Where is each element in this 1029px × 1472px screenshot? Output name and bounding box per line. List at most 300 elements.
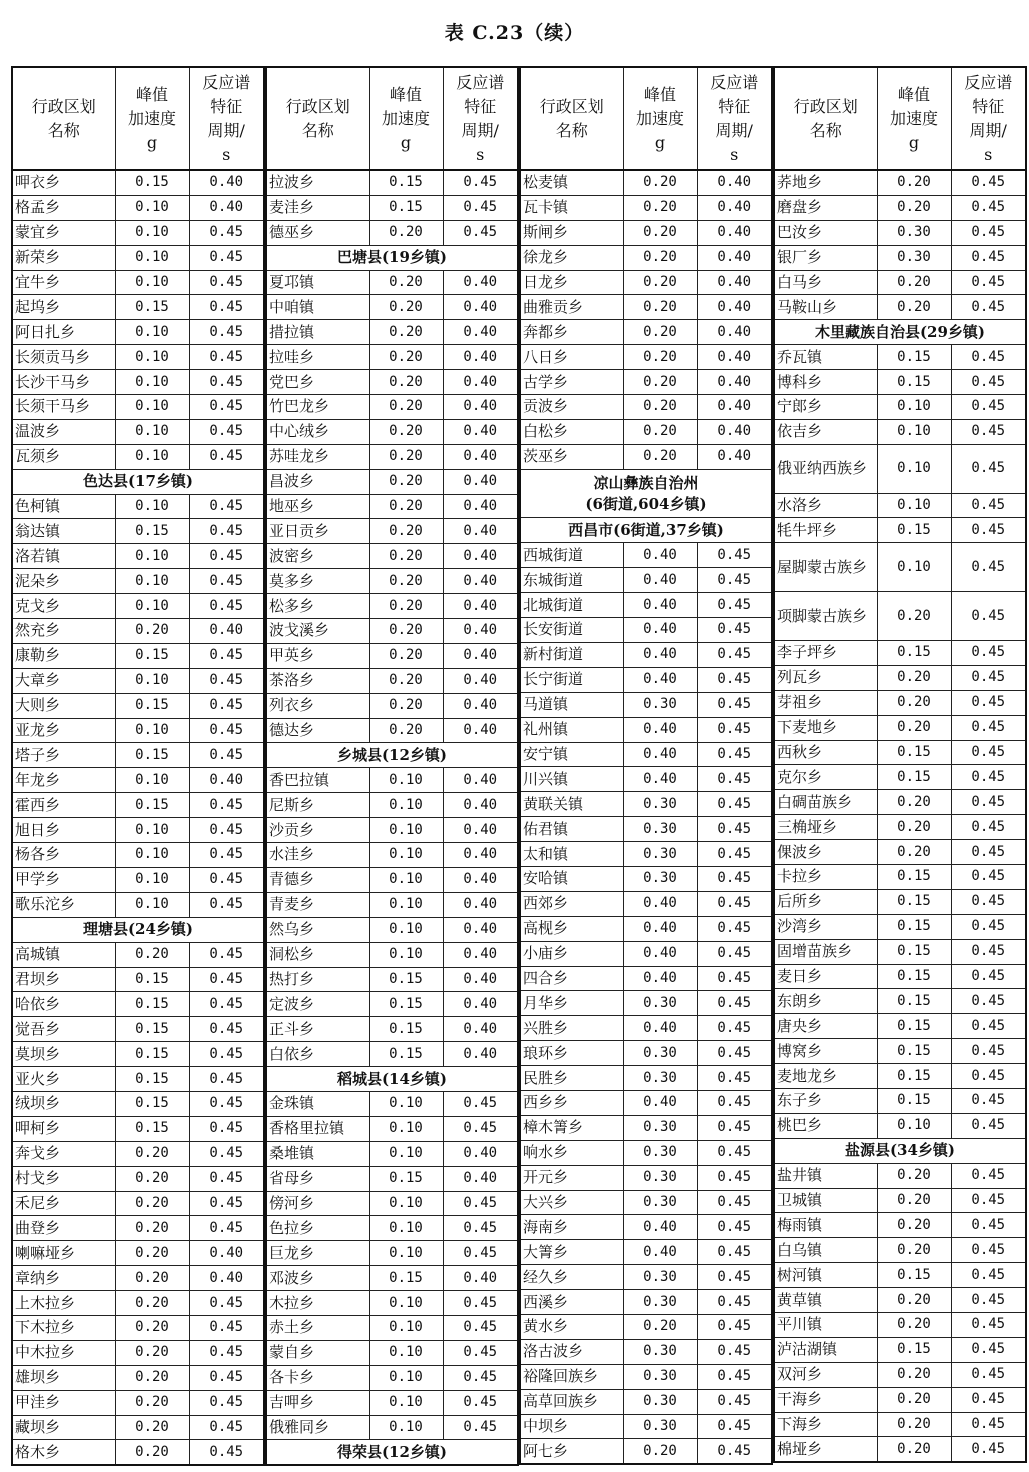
division-name: 长须干马乡 (12, 395, 115, 420)
division-name: 固增苗族乡 (774, 939, 877, 964)
table-row (12, 370, 264, 395)
peak-acceleration-value: 0.40 (623, 966, 697, 991)
spectrum-period-value: 0.45 (697, 1140, 772, 1165)
section-heading: 木里藏族自治县(29乡镇) (774, 320, 1026, 345)
table-row (12, 419, 264, 444)
table-row (520, 1090, 772, 1115)
division-name: 阿七乡 (520, 1439, 623, 1464)
spectrum-period-value: 0.40 (697, 345, 772, 370)
spectrum-period-value: 0.40 (189, 768, 264, 793)
peak-acceleration-value: 0.15 (369, 195, 443, 220)
division-name: 磨盘乡 (774, 195, 877, 220)
peak-acceleration-value: 0.20 (877, 1387, 951, 1412)
peak-acceleration-value: 0.30 (623, 1066, 697, 1091)
table-row (12, 1390, 264, 1415)
peak-acceleration-value: 0.10 (115, 867, 189, 892)
division-name: 雄坝乡 (12, 1365, 115, 1390)
spectrum-period-value: 0.45 (951, 1238, 1026, 1263)
division-name: 樟木箐乡 (520, 1115, 623, 1140)
division-name: 荞地乡 (774, 170, 877, 195)
spectrum-period-value: 0.40 (443, 693, 518, 718)
spectrum-period-value: 0.45 (951, 370, 1026, 395)
table-row (520, 618, 772, 643)
division-name: 北城街道 (520, 593, 623, 618)
table-row (266, 793, 518, 818)
peak-acceleration-value: 0.20 (369, 668, 443, 693)
division-name: 绒坝乡 (12, 1091, 115, 1116)
spectrum-period-value: 0.45 (697, 1016, 772, 1041)
table-row (12, 942, 264, 967)
table-row (266, 668, 518, 693)
peak-acceleration-value: 0.30 (623, 991, 697, 1016)
table-row (774, 395, 1026, 420)
spectrum-period-value: 0.45 (951, 889, 1026, 914)
table-row (266, 718, 518, 743)
division-name: 新荣乡 (12, 245, 115, 270)
division-name: 奔戈乡 (12, 1141, 115, 1166)
peak-acceleration-value: 0.20 (115, 1440, 189, 1465)
spectrum-period-value: 0.45 (697, 916, 772, 941)
spectrum-period-value: 0.45 (189, 867, 264, 892)
division-name: 白乌镇 (774, 1238, 877, 1263)
division-name: 章纳乡 (12, 1266, 115, 1291)
table-row (774, 1213, 1026, 1238)
table-row (266, 395, 518, 420)
spectrum-period-value: 0.45 (951, 765, 1026, 790)
peak-acceleration-value: 0.20 (877, 1238, 951, 1263)
spectrum-period-value: 0.45 (697, 866, 772, 891)
table-row (520, 1265, 772, 1290)
peak-acceleration-value: 0.20 (623, 370, 697, 395)
peak-acceleration-value: 0.10 (369, 1365, 443, 1390)
peak-acceleration-value: 0.30 (623, 1041, 697, 1066)
spectrum-period-value: 0.45 (697, 1240, 772, 1265)
spectrum-period-value: 0.40 (189, 619, 264, 644)
peak-acceleration-value: 0.30 (623, 1265, 697, 1290)
table-row (266, 419, 518, 444)
spectrum-period-value: 0.45 (189, 220, 264, 245)
table-row (12, 1141, 264, 1166)
division-name: 宜牛乡 (12, 270, 115, 295)
peak-acceleration-value: 0.10 (369, 1415, 443, 1440)
table-row (520, 1016, 772, 1041)
spectrum-period-value: 0.45 (951, 1313, 1026, 1338)
division-name: 小庙乡 (520, 941, 623, 966)
spectrum-period-value: 0.45 (697, 941, 772, 966)
division-name: 梅雨镇 (774, 1213, 877, 1238)
spectrum-period-value: 0.40 (697, 295, 772, 320)
division-name: 白马乡 (774, 270, 877, 295)
section-heading: 盐源县(34乡镇) (774, 1138, 1026, 1163)
spectrum-period-value: 0.45 (189, 1091, 264, 1116)
division-name: 温波乡 (12, 419, 115, 444)
peak-acceleration-value: 0.20 (115, 1241, 189, 1266)
spectrum-period-value: 0.45 (443, 1291, 518, 1316)
division-name: 大兴乡 (520, 1190, 623, 1215)
peak-acceleration-value: 0.20 (115, 1141, 189, 1166)
division-name: 西乡乡 (520, 1090, 623, 1115)
peak-acceleration-value: 0.40 (623, 1215, 697, 1240)
spectrum-period-value: 0.40 (443, 1166, 518, 1191)
spectrum-period-value: 0.45 (951, 395, 1026, 420)
division-name: 亚日贡乡 (266, 519, 369, 544)
peak-acceleration-value: 0.15 (115, 1091, 189, 1116)
peak-acceleration-value: 0.15 (115, 1017, 189, 1042)
spectrum-period-value: 0.45 (697, 1290, 772, 1315)
division-name: 霍西乡 (12, 793, 115, 818)
division-name: 琅环乡 (520, 1041, 623, 1066)
division-name: 苏哇龙乡 (266, 444, 369, 469)
division-name: 佑君镇 (520, 817, 623, 842)
division-name: 卫城镇 (774, 1188, 877, 1213)
table-row (266, 195, 518, 220)
spectrum-period-value: 0.45 (697, 842, 772, 867)
spectrum-period-value: 0.45 (697, 568, 772, 593)
spectrum-period-value: 0.45 (951, 964, 1026, 989)
section-heading: 西昌市(6街道,37乡镇) (520, 518, 772, 543)
peak-acceleration-value: 0.15 (115, 693, 189, 718)
peak-acceleration-value: 0.20 (115, 1266, 189, 1291)
table-row (520, 568, 772, 593)
table-row (774, 715, 1026, 740)
header-division-name-text: 行政区划 名称 (31, 96, 96, 140)
table-row (12, 1266, 264, 1291)
header-spectrum-period-text: 反应谱 特征 周期/ s (456, 72, 505, 164)
peak-acceleration-value: 0.20 (115, 619, 189, 644)
division-name: 亚火乡 (12, 1067, 115, 1092)
spectrum-period-value: 0.40 (443, 967, 518, 992)
spectrum-period-value: 0.40 (443, 544, 518, 569)
table-row (266, 594, 518, 619)
peak-acceleration-value: 0.20 (369, 643, 443, 668)
spectrum-period-value: 0.45 (951, 518, 1026, 543)
header-division-name (12, 67, 115, 170)
peak-acceleration-value: 0.15 (877, 1064, 951, 1089)
spectrum-period-value: 0.45 (951, 740, 1026, 765)
spectrum-period-value: 0.45 (951, 592, 1026, 641)
table-row (520, 1041, 772, 1066)
peak-acceleration-value: 0.20 (623, 245, 697, 270)
division-name: 下木拉乡 (12, 1315, 115, 1340)
table-row (774, 914, 1026, 939)
table-row (12, 1091, 264, 1116)
peak-acceleration-value: 0.20 (877, 295, 951, 320)
table-row (266, 1116, 518, 1141)
table-row (520, 916, 772, 941)
table-row (774, 989, 1026, 1014)
peak-acceleration-value: 0.40 (623, 667, 697, 692)
table-row (266, 320, 518, 345)
peak-acceleration-value: 0.40 (623, 593, 697, 618)
division-name: 拉哇乡 (266, 345, 369, 370)
spectrum-period-value: 0.45 (697, 991, 772, 1016)
spectrum-period-value: 0.45 (951, 1163, 1026, 1188)
header-peak-acceleration-text: 峰值 加速度 g (381, 84, 430, 152)
spectrum-period-value: 0.45 (951, 444, 1026, 493)
division-name: 马道镇 (520, 692, 623, 717)
division-name: 白碉苗族乡 (774, 790, 877, 815)
spectrum-period-value: 0.40 (443, 320, 518, 345)
spectrum-period-value: 0.45 (951, 815, 1026, 840)
table-row (520, 1389, 772, 1414)
division-name: 东朗乡 (774, 989, 877, 1014)
peak-acceleration-value: 0.10 (369, 1241, 443, 1266)
table-row (774, 1362, 1026, 1387)
table-row (12, 1067, 264, 1092)
peak-acceleration-value: 0.10 (115, 345, 189, 370)
peak-acceleration-value: 0.30 (623, 792, 697, 817)
spectrum-period-value: 0.45 (951, 1213, 1026, 1238)
peak-acceleration-value: 0.30 (623, 1140, 697, 1165)
table-row (12, 395, 264, 420)
peak-acceleration-value: 0.15 (369, 1017, 443, 1042)
table-row (12, 693, 264, 718)
spectrum-period-value: 0.45 (189, 1216, 264, 1241)
peak-acceleration-value: 0.20 (369, 320, 443, 345)
section-heading: 稻城县(14乡镇) (266, 1067, 518, 1092)
division-name: 觉吾乡 (12, 1017, 115, 1042)
spectrum-period-value: 0.40 (443, 843, 518, 868)
division-name: 哈依乡 (12, 992, 115, 1017)
division-name: 中木拉乡 (12, 1340, 115, 1365)
peak-acceleration-value: 0.10 (115, 768, 189, 793)
table-row (266, 370, 518, 395)
division-name: 洞松乡 (266, 942, 369, 967)
spectrum-period-value: 0.40 (697, 320, 772, 345)
division-name: 呷衣乡 (12, 170, 115, 195)
division-name: 上木拉乡 (12, 1291, 115, 1316)
spectrum-period-value: 0.40 (443, 469, 518, 494)
spectrum-period-value: 0.45 (697, 767, 772, 792)
table-row (266, 1266, 518, 1291)
table-row (266, 768, 518, 793)
spectrum-period-value: 0.45 (697, 1414, 772, 1439)
spectrum-period-value: 0.40 (443, 668, 518, 693)
section-row (520, 469, 772, 518)
peak-acceleration-value: 0.20 (115, 1166, 189, 1191)
table-row (520, 1240, 772, 1265)
page-title: 表 C.23（续） (444, 22, 585, 44)
peak-acceleration-value: 0.20 (115, 1390, 189, 1415)
peak-acceleration-value: 0.20 (877, 1213, 951, 1238)
peak-acceleration-value: 0.20 (623, 419, 697, 444)
table-row (520, 1066, 772, 1091)
table-row (520, 991, 772, 1016)
division-name: 奔都乡 (520, 320, 623, 345)
table-row (12, 1116, 264, 1141)
peak-acceleration-value: 0.15 (877, 370, 951, 395)
division-name: 杨各乡 (12, 843, 115, 868)
peak-acceleration-value: 0.10 (877, 395, 951, 420)
division-name: 村戈乡 (12, 1166, 115, 1191)
peak-acceleration-value: 0.20 (369, 494, 443, 519)
spectrum-period-value: 0.40 (443, 1141, 518, 1166)
spectrum-period-value: 0.40 (443, 395, 518, 420)
peak-acceleration-value: 0.20 (369, 544, 443, 569)
spectrum-period-value: 0.45 (951, 1089, 1026, 1114)
spectrum-period-value: 0.45 (951, 1263, 1026, 1288)
table-row (266, 544, 518, 569)
header-spectrum-period (189, 67, 264, 170)
spectrum-period-value: 0.45 (697, 1165, 772, 1190)
peak-acceleration-value: 0.20 (623, 444, 697, 469)
spectrum-period-value: 0.45 (697, 1339, 772, 1364)
table-row (12, 245, 264, 270)
spectrum-period-value: 0.40 (697, 245, 772, 270)
table-row (266, 818, 518, 843)
peak-acceleration-value: 0.20 (623, 195, 697, 220)
division-name: 水洼乡 (266, 843, 369, 868)
spectrum-period-value: 0.45 (189, 419, 264, 444)
peak-acceleration-value: 0.10 (115, 220, 189, 245)
spectrum-period-value: 0.40 (697, 195, 772, 220)
header-peak-acceleration (369, 67, 443, 170)
division-name: 洛古波乡 (520, 1339, 623, 1364)
table-row (520, 295, 772, 320)
table-row (12, 544, 264, 569)
peak-acceleration-value: 0.40 (623, 568, 697, 593)
table-row (266, 1216, 518, 1241)
peak-acceleration-value: 0.40 (623, 642, 697, 667)
peak-acceleration-value: 0.10 (369, 1315, 443, 1340)
spectrum-period-value: 0.45 (951, 939, 1026, 964)
spectrum-period-value: 0.45 (189, 743, 264, 768)
division-name: 夏邛镇 (266, 270, 369, 295)
division-name: 地巫乡 (266, 494, 369, 519)
division-name: 波密乡 (266, 544, 369, 569)
peak-acceleration-value: 0.10 (369, 1216, 443, 1241)
header-peak-acceleration (623, 67, 697, 170)
spectrum-period-value: 0.40 (697, 170, 772, 195)
peak-acceleration-value: 0.40 (623, 717, 697, 742)
spectrum-period-value: 0.45 (951, 640, 1026, 665)
division-name: 曲雅贡乡 (520, 295, 623, 320)
table-row (774, 765, 1026, 790)
spectrum-period-value: 0.45 (189, 1365, 264, 1390)
peak-acceleration-value: 0.20 (877, 1362, 951, 1387)
table-row (520, 667, 772, 692)
spectrum-period-value: 0.40 (443, 594, 518, 619)
division-name: 白依乡 (266, 1042, 369, 1067)
peak-acceleration-value: 0.10 (877, 1113, 951, 1138)
spectrum-period-value: 0.45 (189, 1067, 264, 1092)
peak-acceleration-value: 0.10 (115, 668, 189, 693)
spectrum-period-value: 0.40 (697, 444, 772, 469)
peak-acceleration-value: 0.10 (115, 818, 189, 843)
spectrum-period-value: 0.45 (951, 220, 1026, 245)
peak-acceleration-value: 0.20 (877, 1412, 951, 1437)
table-row (520, 320, 772, 345)
peak-acceleration-value: 0.10 (369, 1116, 443, 1141)
table-row (12, 494, 264, 519)
division-name: 德达乡 (266, 718, 369, 743)
division-name: 古学乡 (520, 370, 623, 395)
peak-acceleration-value: 0.15 (115, 1116, 189, 1141)
peak-acceleration-value: 0.30 (623, 1364, 697, 1389)
table-row (12, 1365, 264, 1390)
division-name: 大则乡 (12, 693, 115, 718)
division-name: 甲英乡 (266, 643, 369, 668)
table-row (520, 395, 772, 420)
peak-acceleration-value: 0.20 (369, 594, 443, 619)
division-name: 洛若镇 (12, 544, 115, 569)
spectrum-period-value: 0.45 (951, 1014, 1026, 1039)
table-row (266, 1141, 518, 1166)
peak-acceleration-value: 0.15 (877, 1263, 951, 1288)
peak-acceleration-value: 0.20 (877, 1313, 951, 1338)
header-division-name-text: 行政区划 名称 (793, 96, 858, 140)
table-row (774, 1113, 1026, 1138)
division-name: 中心绒乡 (266, 419, 369, 444)
header-division-name (266, 67, 369, 170)
division-name: 牦牛坪乡 (774, 518, 877, 543)
spectrum-period-value: 0.40 (443, 370, 518, 395)
division-name: 尼斯乡 (266, 793, 369, 818)
division-name: 干海乡 (774, 1387, 877, 1412)
spectrum-period-value: 0.45 (189, 1315, 264, 1340)
division-name: 开元乡 (520, 1165, 623, 1190)
division-name: 莫坝乡 (12, 1042, 115, 1067)
region-table-3 (519, 66, 773, 1465)
spectrum-period-value: 0.40 (443, 867, 518, 892)
table-row (774, 444, 1026, 493)
spectrum-period-value: 0.45 (189, 444, 264, 469)
peak-acceleration-value: 0.15 (877, 989, 951, 1014)
table-row (12, 444, 264, 469)
spectrum-period-value: 0.45 (189, 569, 264, 594)
table-row (520, 543, 772, 568)
peak-acceleration-value: 0.20 (369, 519, 443, 544)
table-row (774, 1039, 1026, 1064)
peak-acceleration-value: 0.20 (369, 569, 443, 594)
peak-acceleration-value: 0.20 (623, 270, 697, 295)
division-name: 康勒乡 (12, 643, 115, 668)
header-spectrum-period-text: 反应谱 特征 周期/ s (710, 72, 759, 164)
table-row (12, 1166, 264, 1191)
table-row (520, 817, 772, 842)
section-heading: 乡城县(12乡镇) (266, 743, 518, 768)
table-row (266, 843, 518, 868)
peak-acceleration-value: 0.20 (623, 220, 697, 245)
table-row (520, 642, 772, 667)
spectrum-period-value: 0.40 (443, 942, 518, 967)
table-row (266, 220, 518, 245)
division-name: 白松乡 (520, 419, 623, 444)
section-row (266, 1440, 518, 1465)
spectrum-period-value: 0.45 (443, 1340, 518, 1365)
peak-acceleration-value: 0.20 (623, 1439, 697, 1464)
peak-acceleration-value: 0.40 (623, 618, 697, 643)
table-row (520, 270, 772, 295)
division-name: 党巴乡 (266, 370, 369, 395)
spectrum-period-value: 0.45 (697, 1265, 772, 1290)
division-name: 沙贡乡 (266, 818, 369, 843)
table-row (12, 768, 264, 793)
peak-acceleration-value: 0.15 (369, 1042, 443, 1067)
table-row (520, 1115, 772, 1140)
spectrum-period-value: 0.40 (443, 1266, 518, 1291)
table-row (520, 842, 772, 867)
spectrum-period-value: 0.40 (443, 1017, 518, 1042)
table-row (12, 668, 264, 693)
division-name: 麦洼乡 (266, 195, 369, 220)
header-spectrum-period (443, 67, 518, 170)
table-row (520, 1364, 772, 1389)
division-name: 沙湾乡 (774, 914, 877, 939)
division-name: 安哈镇 (520, 866, 623, 891)
header-spectrum-period-text: 反应谱 特征 周期/ s (202, 72, 251, 164)
division-name: 长须贡马乡 (12, 345, 115, 370)
